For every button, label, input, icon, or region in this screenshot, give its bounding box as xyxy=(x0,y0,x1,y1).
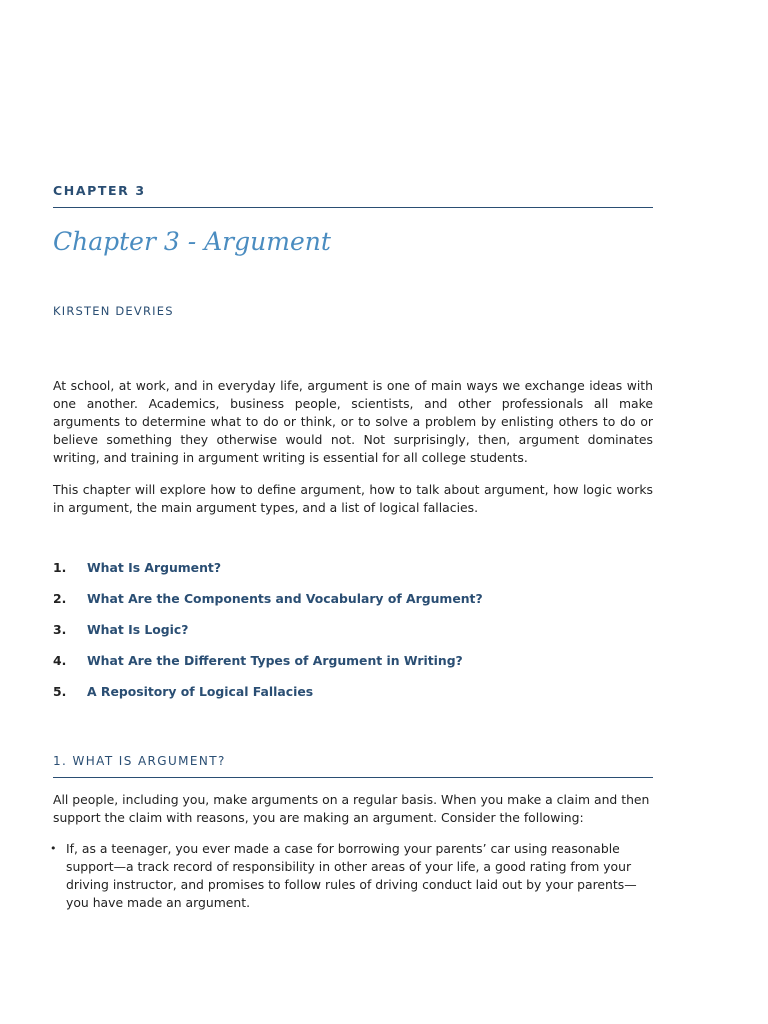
toc-item xyxy=(53,560,653,591)
toc-item xyxy=(53,684,653,715)
toc-item-number: 3. xyxy=(53,622,67,637)
chapter-divider xyxy=(53,207,653,208)
author-name: KIRSTEN DEVRIES xyxy=(53,304,174,318)
chapter-label: CHAPTER 3 xyxy=(53,183,146,198)
toc-item xyxy=(53,653,653,684)
toc-link-what-is-logic[interactable]: What Is Logic? xyxy=(87,622,189,637)
list-item xyxy=(50,840,653,912)
section-heading: 1. WHAT IS ARGUMENT? xyxy=(53,754,226,768)
toc-item-number: 2. xyxy=(53,591,67,606)
chapter-title: Chapter 3 - Argument xyxy=(53,227,331,256)
bullet-icon: • xyxy=(50,842,57,855)
toc-link-components-vocabulary[interactable]: What Are the Components and Vocabulary of Argument? xyxy=(87,591,483,606)
section-divider xyxy=(53,777,653,778)
toc-item xyxy=(53,591,653,622)
table-of-contents xyxy=(53,560,653,715)
toc-link-logical-fallacies[interactable]: A Repository of Logical Fallacies xyxy=(87,684,314,699)
intro-paragraph-2: This chapter will explore how to define argument, how to talk about argument, how logic works in argument, the main argument types, and a list of logical fallacies. xyxy=(53,482,653,515)
bullet-list xyxy=(50,840,653,912)
toc-item-number: 4. xyxy=(53,653,67,668)
toc-item-number: 1. xyxy=(53,560,67,575)
toc-link-argument-types[interactable]: What Are the Different Types of Argument in Writing? xyxy=(87,653,463,668)
intro-paragraph-1: At school, at work, and in everyday life, argument is one of main ways we exchange ideas with one another. Academics, business people, scientists, and other professionals all make arguments to determine what to do or think, or to solve a problem by enlisting others to do or believe something they otherwise would not. Not surprisingly, then, argument dominates writing, and training in argument writing is essential for all college students. xyxy=(53,378,653,465)
bullet-text: If, as a teenager, you ever made a case for borrowing your parents’ car using reasonable support—a track record of responsibility in other areas of your life, a good rating from your driving instructor, and promises to follow rules of driving conduct laid out by your parents—you have made an argument. xyxy=(66,841,637,910)
toc-link-what-is-argument[interactable]: What Is Argument? xyxy=(87,560,222,575)
toc-item-number: 5. xyxy=(53,684,67,699)
toc-item xyxy=(53,622,653,653)
section-paragraph: All people, including you, make arguments on a regular basis. When you make a claim and then support the claim with reasons, you are making an argument. Consider the following: xyxy=(53,792,650,825)
